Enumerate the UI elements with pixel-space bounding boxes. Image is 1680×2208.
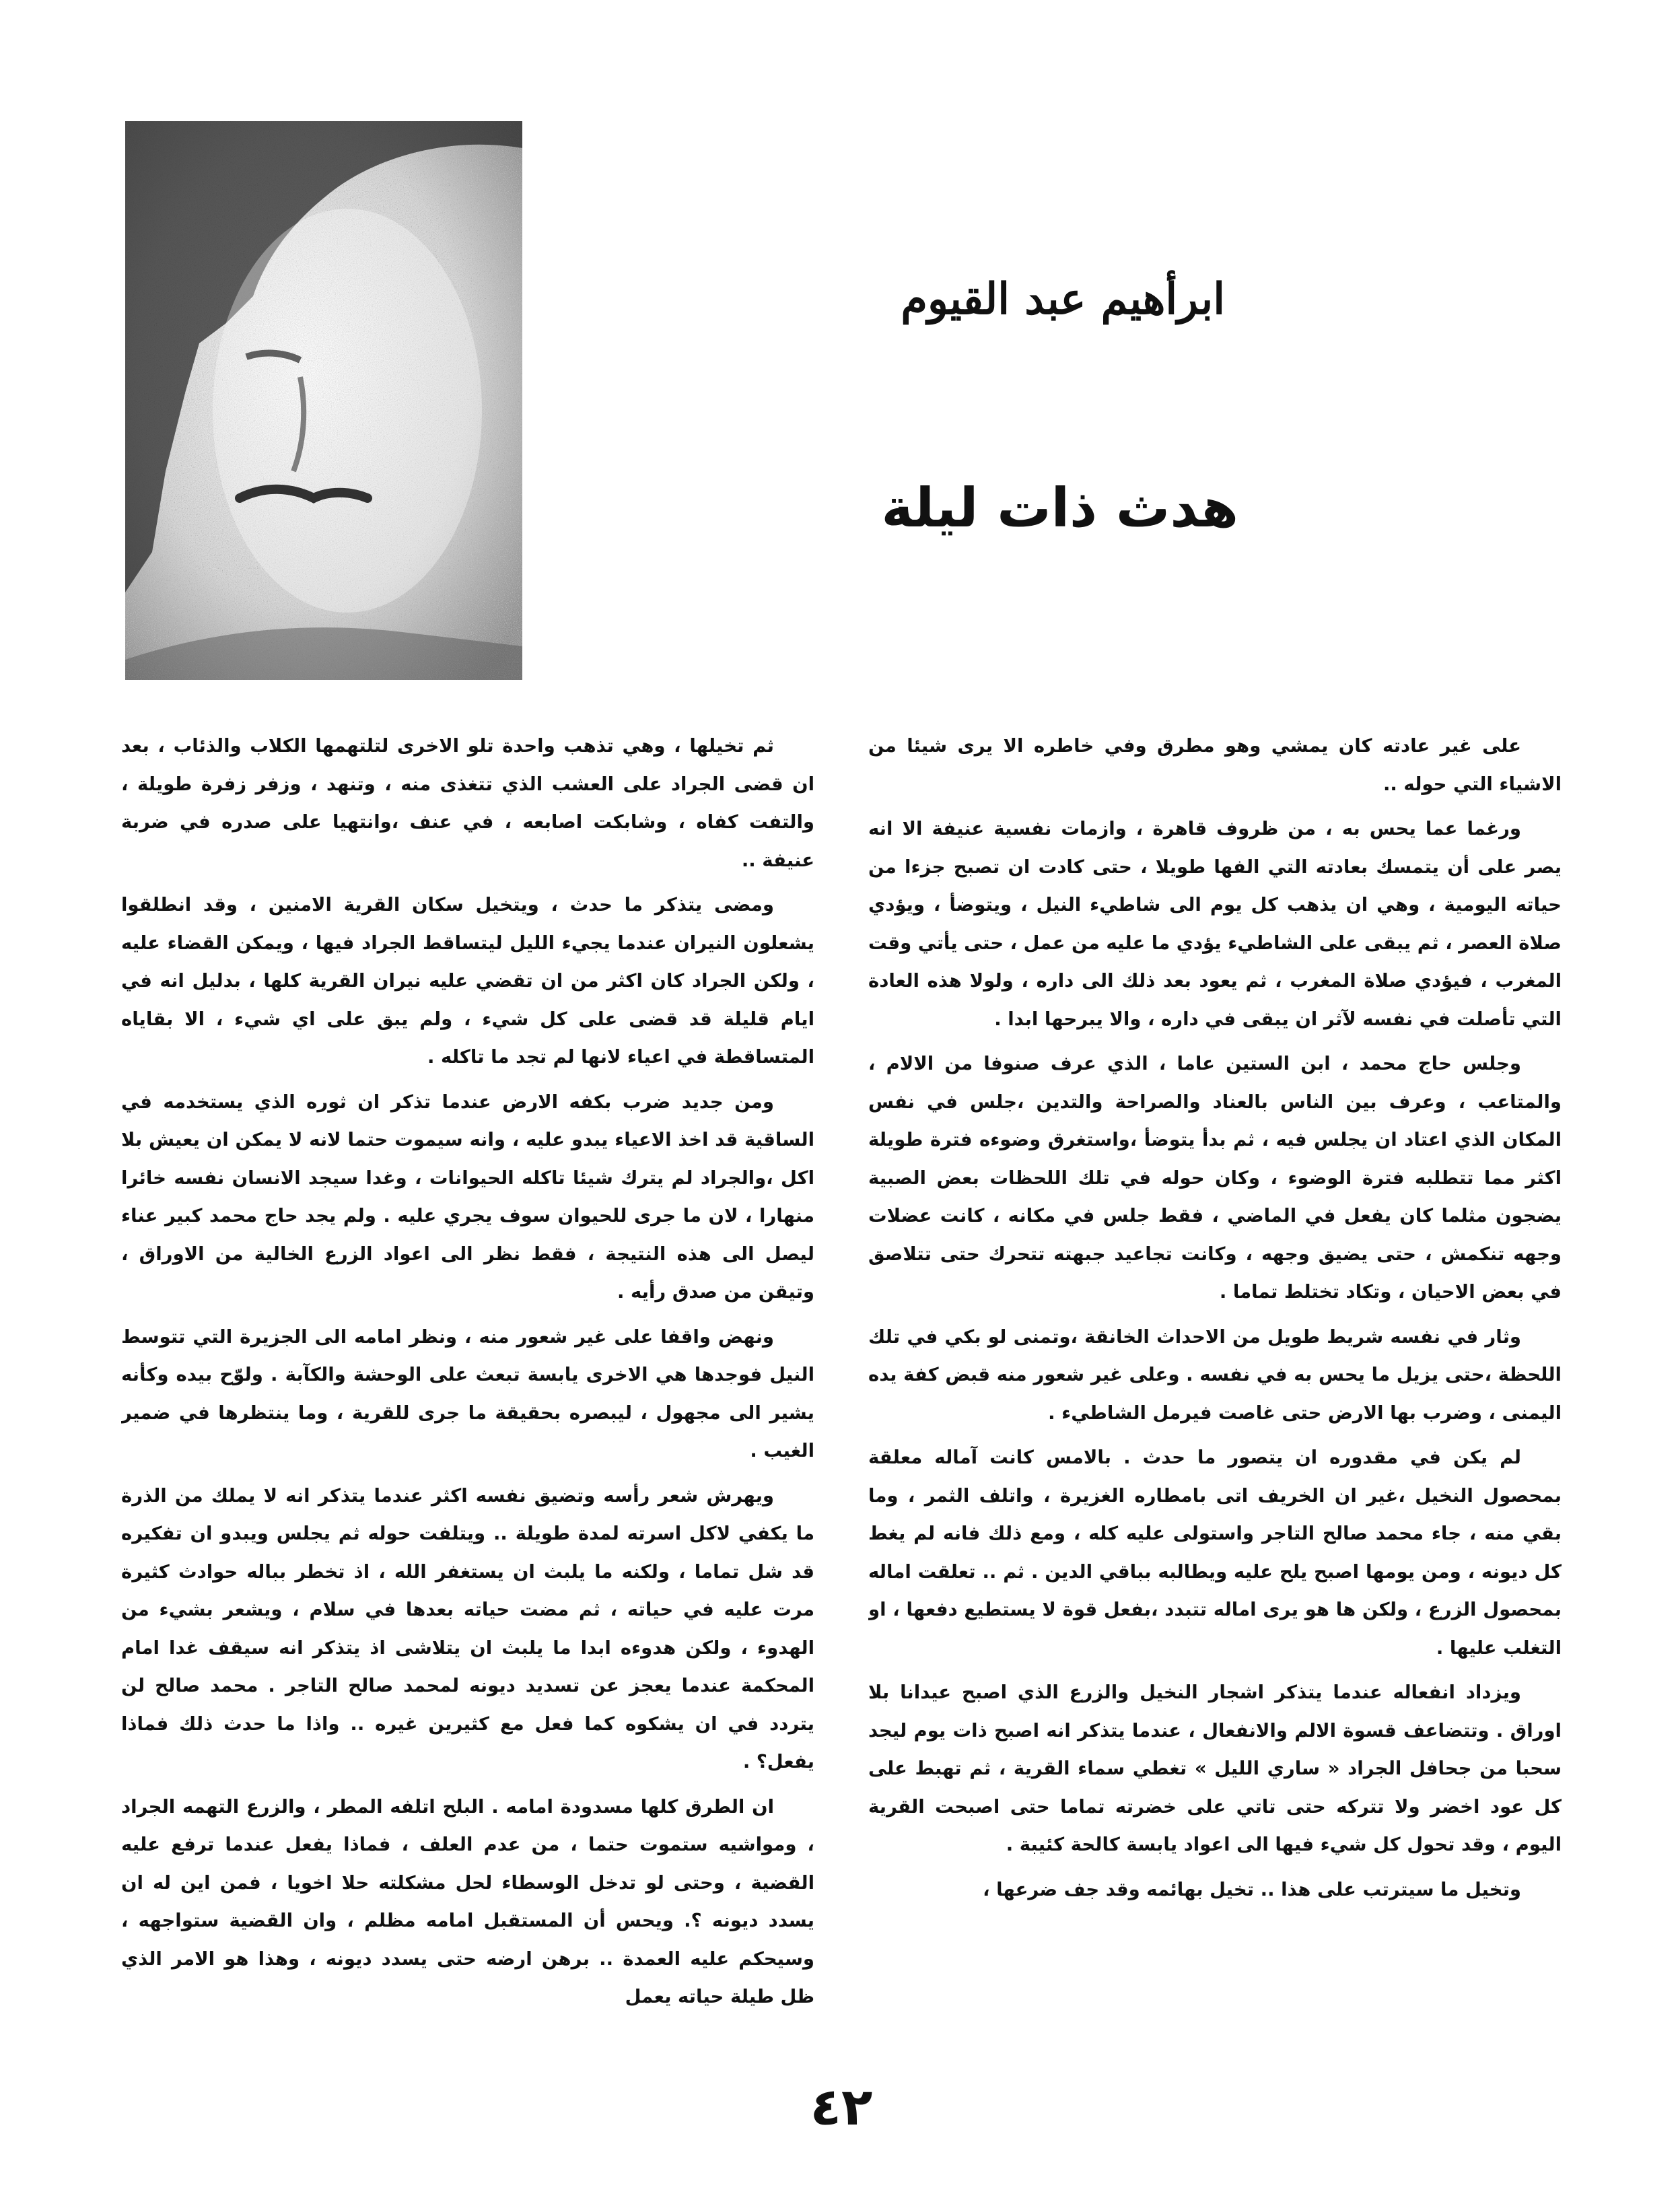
paragraph: ومضى يتذكر ما حدث ، ويتخيل سكان القرية الامنين ، وقد انطلقوا يشعلون النيران عندما يجيء الليل ليتساقط الجراد فيها ، ويمكن القضاء عليه ، ولكن الجراد كان اكثر من ان تقضي عليه نيران القرية كلها ، بدليل انه في ايام قليلة قد قضى على كل شيء ، ولم يبق على اي شيء ، الا بقاياه المتساقطة في اعياء لانها لم تجد ما تاكله . [121,894,814,1068]
paragraph: على غير عادته كان يمشي وهو مطرق وفي خاطره الا يرى شيئا من الاشياء التي حوله .. [868,735,1562,795]
paragraph: ثم تخيلها ، وهي تذهب واحدة تلو الاخرى لتلتهمها الكلاب والذئاب ، بعد ان قضى الجراد على العشب الذي تتغذى منه ، وتنهد ، وزفر زفرة طويلة ، والتفت كفاه ، وشابكت اصابعه ، في عنف ،وانتهيا على صدره في ضربة عنيفة .. [121,735,814,871]
page-number: ٤٢ [810,2077,873,2137]
article-title: هدث ذات ليلة [881,477,1238,539]
text-column-left [121,727,814,2033]
paragraph: ان الطرق كلها مسدودة امامه . البلح اتلفه المطر ، والزرع التهمه الجراد ، ومواشيه ستموت حتما ، من عدم العلف ، فماذا يفعل عندما ترفع عليه القضية ، وحتى لو تدخل الوسطاء لحل مشكلته حلا اخويا ، فمن اين له ان يسدد ديونه ؟. ويحس أن المستقبل امامه مظلم ، وان القضية ستواجهه ، وسيحكم عليه العمدة .. برهن ارضه حتى يسدد ديونه ، وهذا هو الامر الذي ظل طيلة حياته يعمل [121,1795,814,2007]
paragraph: ومن جديد ضرب بكفه الارض عندما تذكر ان ثوره الذي يستخدمه في الساقية قد اخذ الاعياء يبدو عليه ، وانه سيموت حتما لانه لا يمكن ان يعيش بلا اكل ،والجراد لم يترك شيئا تاكله الحيوانات ، وغدا سيجد الانسان نفسه خائرا منهارا ، لان ما جرى للحيوان سوف يجري عليه . ولم يجد حاج محمد كبير عناء ليصل الى هذه النتيجة ، فقط نظر الى اعواد الزرع الخالية من الاوراق ، وتيقن من صدق رأيه . [121,1091,814,1303]
author-portrait-photo [125,121,522,680]
portrait-image [125,121,522,680]
text-column-right [868,727,1562,2033]
paragraph: ونهض واقفا على غير شعور منه ، ونظر امامه الى الجزيرة التي تتوسط النيل فوجدها هي الاخرى يابسة تبعث على الوحشة والكآبة . ولوّح بيده وكأنه يشير الى مجهول ، ليبصره بحقيقة ما جرى للقرية ، وما ينتظرها في ضمير الغيب . [121,1325,814,1461]
paragraph: ويزداد انفعاله عندما يتذكر اشجار النخيل والزرع الذي اصبح عيدانا بلا اوراق . وتتضاعف قسوة الالم والانفعال ، عندما يتذكر انه اصبح ذات يوم ليجد سحبا من جحافل الجراد « ساري الليل » تغطي سماء القرية ، ثم تهبط على كل عود اخضر ولا تتركه حتى تاتي على خضرته تماما حتى اصبحت القرية اليوم ، وقد تحول كل شيء فيها الى اعواد يابسة كالحة كئيبة . [868,1682,1562,1855]
paragraph: وثار في نفسه شريط طويل من الاحداث الخانقة ،وتمنى لو بكي في تلك اللحظة ،حتى يزيل ما يحس به في نفسه . وعلى غير شعور منه قبض كفة يده اليمنى ، وضرب بها الارض حتى غاصت فيرمل الشاطيء . [868,1325,1562,1424]
paragraph: وجلس حاج محمد ، ابن الستين عاما ، الذي عرف صنوفا من الالام ، والمتاعب ، وعرف بين الناس بالعناد والصراحة والتدين ،جلس في نفس المكان الذي اعتاد ان يجلس فيه ، ثم بدأ يتوضأ ،واستغرق وضوءه فترة طويلة اكثر مما تتطلبه فترة الوضوء ، وكان حوله في تلك اللحظات بعض الصبية يضجون مثلما كان يفعل في الماضي ، فقط جلس في مكانه ، كانت عضلات وجهه تنكمش ، حتى يضيق وجهه ، وكانت تجاعيد جبهته تتحرك حتى تتلاصق في بعض الاحيان ، وتكاد تختلط تماما . [868,1053,1562,1303]
paragraph: ورغما عما يحس به ، من ظروف قاهرة ، وازمات نفسية عنيفة الا انه يصر على أن يتمسك بعادته التي الفها طويلا ، حتى كادت ان تصبح جزءا من حياته اليومية ، وهي ان يذهب كل يوم الى شاطيء النيل ، ويتوضأ ، ويؤدي صلاة العصر ، ثم يبقى على الشاطيء يؤدي ما عليه من عمل ، حتى يأتي وقت المغرب ، فيؤدي صلاة المغرب ، ثم يعود بعد ذلك الى داره ، ولولا هذه العادة التي تأصلت في نفسه لآثر ان يبقى في داره ، والا يبرحها ابدا . [868,818,1562,1030]
author-name: ابرأهيم عبد القيوم [901,274,1225,324]
paragraph: ويهرش شعر رأسه وتضيق نفسه اكثر عندما يتذكر انه لا يملك من الذرة ما يكفي لاكل اسرته لمدة طويلة .. ويتلفت حوله ثم يجلس ويبدو ان تفكيره قد شل تماما ، ولكنه ما يلبث ان يستغفر الله ، اذ تخطر بباله حوادث كثيرة مرت عليه في حياته ، ثم مضت حياته بعدها في سلام ، ويشعر بشيء من الهدوء ، ولكن هدوءه ابدا ما يلبث ان يتلاشى اذ يتذكر انه سيقف غدا امام المحكمة عندما يعجز عن تسديد ديونه لمحمد صالح التاجر . محمد صالح لن يتردد في ان يشكوه كما فعل مع كثيرين غيره .. واذا ما حدث ذلك فماذا يفعل؟ . [121,1484,814,1772]
paragraph: لم يكن في مقدوره ان يتصور ما حدث . بالامس كانت آماله معلقة بمحصول النخيل ،غير ان الخريف اتى بامطاره الغزيرة ، واتلف الثمر ، وما بقي منه ، جاء محمد صالح التاجر واستولى عليه كله ، ومع ذلك فانه لم يغط كل ديونه ، ومن يومها اصبح يلح عليه ويطالبه بباقي الدين . ثم .. تعلقت اماله بمحصول الزرع ، ولكن ها هو يرى اماله تتبدد ،بفعل قوة لا يستطيع دفعها ، او التغلب عليها . [868,1447,1562,1659]
paragraph: وتخيل ما سيترتب على هذا .. تخيل بهائمه وقد جف ضرعها ، [983,1878,1521,1900]
